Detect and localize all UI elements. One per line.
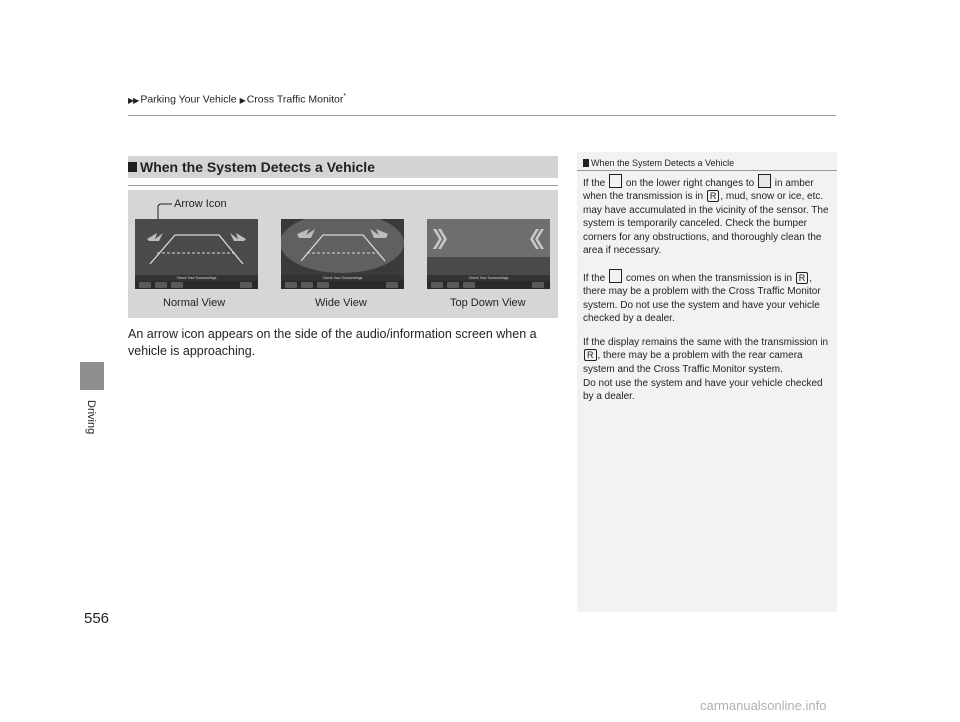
arrow-icon: ▶ [239, 95, 245, 105]
watermark: carmanualsonline.info [700, 698, 827, 713]
double-arrow-icon: ▶▶ [128, 95, 139, 105]
wide-view-label: Wide View [315, 297, 367, 309]
asterisk: * [343, 93, 347, 100]
note-title [583, 158, 734, 168]
sensor-amber-indicator-icon [758, 174, 771, 188]
chapter-tab [80, 362, 104, 390]
breadcrumb [128, 93, 346, 106]
system-warning-icon [609, 269, 622, 283]
note-paragraph-1: If the on the lower right changes to in amber when the transmission is in R , mud, snow or ice, etc. may have accumulated in the vicinity of the sensor. The system is temporarily canceled. Check the bumper corners for any obstructions, and thoroughly clean the area if necessary. [583, 174, 833, 257]
page-number: 556 [84, 610, 110, 627]
normal-view-label: Normal View [163, 297, 226, 309]
top-down-view-label: Top Down View [450, 297, 526, 309]
screen-status-text: Check Your Surroundings [281, 275, 404, 281]
note-paragraph-4: Do not use the system and have your vehicle checked by a dealer. [583, 378, 823, 403]
screen-button-bar [135, 281, 258, 289]
top-down-view-screen [427, 219, 550, 289]
screen-status-text: Check Your Surroundings [135, 275, 258, 281]
gear-r-icon: R [584, 349, 597, 361]
normal-view-screen [135, 219, 258, 289]
screen-status-text: Check Your Surroundings [427, 275, 550, 281]
note-rule [577, 170, 837, 171]
gear-r-icon: R [707, 190, 720, 202]
header-rule [128, 115, 836, 116]
square-bullet-icon [128, 162, 137, 172]
camera-guidelines-wide [281, 219, 404, 275]
chapter-label: Driving [85, 400, 97, 435]
breadcrumb-parking: Parking Your Vehicle [140, 93, 237, 106]
note-title-text: When the System Detects a Vehicle [591, 158, 735, 168]
arrow-icon-callout: Arrow Icon [174, 198, 227, 210]
section-title: When the System Detects a Vehicle [140, 159, 375, 175]
sensor-indicator-icon [609, 174, 622, 188]
camera-top-down [427, 219, 550, 275]
gear-r-icon: R [796, 272, 809, 284]
reference-icon [583, 159, 589, 167]
wide-view-screen [281, 219, 404, 289]
camera-guidelines [135, 219, 258, 275]
screen-button-bar [427, 281, 550, 289]
body-paragraph: An arrow icon appears on the side of the audio/information screen when a vehicle is approaching. [128, 327, 537, 358]
screen-button-bar [281, 281, 404, 289]
figure-rule [128, 185, 558, 186]
note-paragraph-3: If the display remains the same with the transmission in R , there may be a problem with the rear camera system and the Cross Traffic Monitor system. [583, 337, 829, 375]
note-paragraph-2: If the comes on when the transmission is in R , there may be a problem with the Cross Traffic Monitor system. Do not use the system and have your vehicle checked by a dealer. [583, 269, 833, 326]
breadcrumb-cross-traffic: Cross Traffic Monitor [246, 93, 344, 106]
section-title-bar [128, 156, 558, 178]
